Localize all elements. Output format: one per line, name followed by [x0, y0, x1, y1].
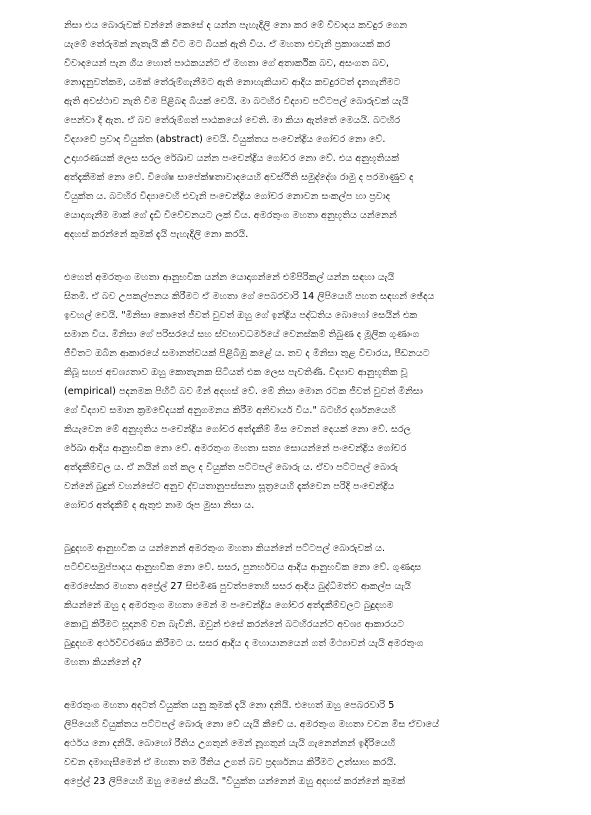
text-line: නිසා එය බොරුවක් වන්නේ කෙසේ ද යන්න පැහැදිලි නො කර මේ විවාදය කවදුර ගෙන [64, 20, 408, 31]
text-line: අදහස් කරන්නේ කුමක් දැයි පැහැදිලි නො කරයි. [64, 229, 249, 240]
text-line: උදාහරණයක් ලෙස සරල රේඛාව යන්න පංචෙන්ද්‍රිය ගෝචර නො වේ. එය අනුභූතියක් [64, 153, 399, 164]
text-line: වියුක්ත ය. බටහිර විද්‍යාවෙහි එවැනි පංචෙන්ද්‍රිය ගෝචර නොවන සංකල්ප හා ප්‍රවාද [64, 191, 391, 202]
text-line: පෙන්වා දී ඇත. ඒ බව තේරුම්ගත් පාඨකයෝ වෙති. මා කියා ඇත්තේ මෙයයි. බටහිර [64, 115, 401, 126]
text-line: ලිපියෙහි වියුක්තය පට්ටපල් බොරු නො වේ යැයි කීවේ ය. අමරතුංග මහතා වචන මිස ඒවායේ [64, 719, 440, 730]
text-line: පටිච්චසමුප්පාදය ආනුභවික නො වේ. සසර, පුනර්භවය ආදිය ආනුභවික නො වේ. ගුණදාස [64, 562, 422, 573]
text-line: කියැවෙන මේ අනුභූතිය පංචෙන්ද්‍රිය ගෝචර අත්දැකීම් මිස වෙනත් දෙයක් නො වේ. සරල [64, 424, 411, 435]
paragraph-4 [64, 696, 544, 791]
text-line: අත්දැකීම්වල ය. ඒ නයින් ගත් කල ද වියුක්ත පට්ටපල් බොරු ය. ඒවා පට්ටපල් බොරු [64, 462, 398, 473]
text-line: වන්නේ බුදුන් වහන්සේට අනුව ද්වයතානුපස්සනා සූත්‍රයෙහි දැක්වෙන පරිදි පංචෙන්ද්‍රිය [64, 481, 395, 492]
text-line: කොටු කිරීමට සූදානම් වන බැවිනි. ඔවුන් එසේ කරන්නේ බටහිරයන්ට අවශ්‍ය ආකාරයට [64, 619, 404, 630]
text-line: එහෙත් අමරතුංග මහතා ආනුභවික යන්න යොදාගන්නේ එම්පිරිකල් යන්න සඳහා යැයි [64, 272, 395, 283]
text-line: ඇති අවස්ථාව නැති වීම පිළිබඳ බියක් වෙයි. මා බටහිර විද්‍යාව පට්ටපල් බොරුවක් යැයි [64, 96, 409, 107]
text-line: අත්දැකීමක් නො වේ. විශේෂ සාපේක්ෂතාවාදයෙහි අවස්ථිති සමුද්දේශ රාමු ද පරමාණුව ද [64, 172, 414, 183]
text-line: මහතා කියන්නේ ද? [64, 657, 142, 668]
text-line: නොදැනුවත්කම, යමක් තේරුම්ගැනීමට ඇති නොහැකියාව ආදිය කවදුරටත් දැනගැනීමට [64, 77, 401, 88]
paragraph-3 [64, 539, 544, 672]
text-line: යැමේ තේරුමක් නැතැයි කී විට මට බියක් ඇති විය. ඒ මහතා එවැනි ප්‍රකාශයක් කර [64, 39, 391, 50]
text-line: ගෝචර අත්දැකීම් ද ඇතුළු නාම රූප මුසා නිසා ය. [64, 500, 255, 511]
paragraph-1 [64, 16, 544, 244]
text-line: කිබූ සහජ අවශ්‍යතාව ඔහු කොතැනක සිටියත් එක ලෙස පැවතිණි. විද්‍යාව ආනුභූතික වූ [64, 367, 408, 378]
text-line: විද්‍යාවේ ප්‍රවාද වියුක්ත (abstract) වෙයි. වියුක්තය පංචෙන්ද්‍රිය ගෝචර නො වේ. [64, 134, 386, 145]
text-line: බුදුදහම අර්ථවිවරණය කිරීමට ය. සසර ආදිය ද මහායානයෙන් ගත් මිථ්‍යාවන් යැයි අමරතුංග [64, 638, 424, 649]
paragraph-2 [64, 268, 544, 515]
text-line: වචන දමාගැසීමෙන් ඒ මහතා තම රීතිය උගත් බව ප්‍රදර්ශනය කිරීමට උත්සාහ කරයි. [64, 757, 397, 768]
text-line: (empirical) පදනමක පිහිටි බව මින් අදහස් වේ. මේ නිසා මොන රටක ජීවත් වුවත් මිනිසා [64, 386, 423, 397]
text-line: අමරසේකර මහතා අප්‍රේල් 27 සිළුමිණ පුවත්පතෙහි සසර ආදිය බුද්ධිමත්ව ආකල්ප යැයි [64, 581, 411, 592]
text-line: රේඛා ආදිය ආනුභවික නො වේ. අමරතුංග මහතා සත්‍ය සොයන්නේ පංචෙන්ද්‍රිය ගෝචර [64, 443, 407, 454]
text-line: ගේ විද්‍යාව සමාන ක්‍රමවේදයක් අනුගමනය කිරීම අනිවාර්ය විය." බටහිර දර්ශනයෙහි [64, 405, 396, 416]
text-line: විවාදයෙන් පැන ගිය හොත් පාඨකයන්ට ඒ මහතා ගේ අතාර්කික බව, අසංගත බව, [64, 58, 389, 69]
text-line: සමාන විය. මිනිසා ගේ පරිසරයේ සහ ස්වභාවධර්මයේ වෙනස්කම් තිබුණ ද මූලික ගුණාංග [64, 329, 420, 340]
text-line: ජීවිතට ඔබින ආකාරයේ සමානත්වයක් පිළිබිඹු කළේ ය. තව ද මිනිසා තුළ විචාරය, පීඩනයට [64, 348, 430, 359]
text-line: සිතමි. ඒ බව උපකල්පනය කිරීමට ඒ මහතා ගේ පෙබරවාරි 14 ලිපියෙහි පහත සඳහන් ඡේදය [64, 291, 435, 302]
text-line: බුදුදහම ආනුභවික ය යන්නෙන් අමරතුංග මහතා කියන්නේ පට්ටපල් බොරුවක් ය. [64, 543, 386, 554]
text-line: අප්‍රේල් 23 ලිපියෙහි ඔහු මෙසේ කියයි. "වියුක්ත යන්නෙන් ඔහු අදහස් කරන්නේ කුමක් [64, 776, 406, 787]
document-page [64, 16, 544, 815]
text-line: ඉවහල් වෙයි. "මිනිසා කොතේ ජීවත් වුවත් ඔහු ගේ ඉන්ද්‍රිය පද්ධතිය බොහෝ සෙයින් එක [64, 310, 418, 321]
text-line: අර්ථය නො දනියි. බොහෝ රීතිය උගතුන් මෙන් නූගතුන් යැයි ගැනෙන්නන් ඉදිරියෙහි [64, 738, 396, 749]
text-line: කියන්නේ ඔහු ද අමරතුංග මහතා මෙන් ම පංචෙන්ද්‍රිය ගෝචර අත්දැකීම්වලට බුදුදහම [64, 600, 394, 611]
text-line: යොදාගැනීම මාක් ගේ දැඩි විවේචනයට ලක් විය. අමරතුංග මහතා අනුභූතිය යන්නෙන් [64, 210, 397, 221]
text-line: අමරතුංග මහතා අදටත් වියුක්ත යනු කුමක් දැයි නො දනියි. එහෙත් ඔහු පෙබරවාරි 5 [64, 700, 395, 711]
